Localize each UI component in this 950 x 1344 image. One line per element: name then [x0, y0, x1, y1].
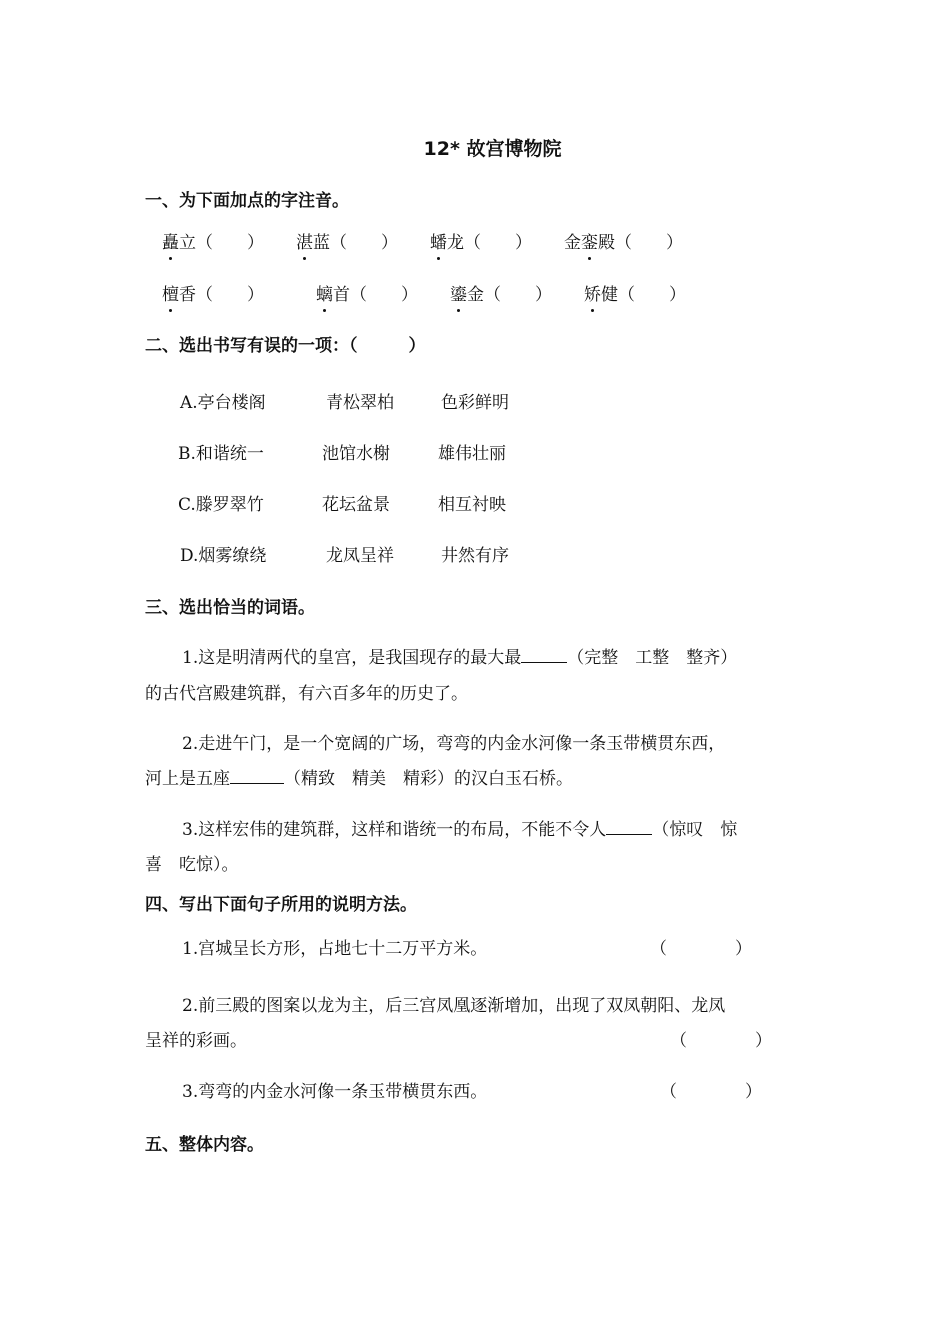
- answer-blank[interactable]: [606, 820, 652, 835]
- answer-parentheses[interactable]: （ ）: [650, 939, 752, 959]
- answer-parentheses[interactable]: （ ）: [670, 1031, 772, 1051]
- question-text: 3.这样宏伟的建筑群，这样和谐统一的布局，不能不令人: [182, 820, 607, 840]
- pinyin-item: [162, 228, 264, 253]
- pinyin-item: [296, 228, 398, 253]
- pinyin-item: [162, 280, 264, 305]
- answer-blank[interactable]: [521, 648, 567, 663]
- word-choices: （完整 工整 整齐）: [567, 648, 738, 668]
- dotted-char: 銮: [581, 228, 598, 253]
- option-b-word-2: 池馆水榭: [322, 444, 390, 464]
- option-a-word-2: 青松翠柏: [326, 393, 394, 413]
- pinyin-item: [316, 280, 418, 305]
- pinyin-item-rest: 首（ ）: [333, 285, 418, 305]
- pinyin-item-rest: 立（ ）: [179, 233, 264, 253]
- word-question-1-line-2: 的古代宫殿建筑群，有六百多年的历史了。: [145, 684, 468, 704]
- word-question-3-line-2: 喜 吃惊）。: [145, 855, 239, 875]
- dotted-char: 鎏: [450, 280, 467, 305]
- section-3-heading: 三、选出恰当的词语。: [145, 598, 315, 618]
- pinyin-item-rest: 金（ ）: [467, 285, 552, 305]
- pinyin-item-rest: 龙（ ）: [447, 233, 532, 253]
- word-choices: （惊叹 惊: [652, 820, 738, 840]
- pinyin-item: [450, 280, 552, 305]
- option-d-word-1: D.烟雾缭绕: [180, 546, 267, 566]
- dotted-char: 矫: [584, 280, 601, 305]
- method-question-2-line-1: 2.前三殿的图案以龙为主，后三宫凤凰逐渐增加，出现了双凤朝阳、龙凤: [182, 996, 726, 1016]
- section-5-heading: 五、整体内容。: [145, 1135, 264, 1155]
- answer-blank[interactable]: [230, 769, 284, 784]
- section-4-heading: 四、写出下面句子所用的说明方法。: [145, 895, 417, 915]
- option-b-word-1: B.和谐统一: [178, 444, 264, 464]
- section-1-heading: 一、为下面加点的字注音。: [145, 191, 349, 211]
- option-b-word-3: 雄伟壮丽: [438, 444, 506, 464]
- pinyin-item-rest: 蓝（ ）: [313, 233, 398, 253]
- pinyin-item: [564, 228, 683, 253]
- page-title: 12* 故宫博物院: [423, 138, 562, 160]
- option-a-word-1: A.亭台楼阁: [180, 393, 266, 413]
- pinyin-item: [430, 228, 532, 253]
- method-question-3: 3.弯弯的内金水河像一条玉带横贯东西。: [182, 1082, 488, 1102]
- word-question-3-line-1: [182, 815, 737, 840]
- option-d-word-3: 井然有序: [441, 546, 509, 566]
- dotted-char: 矗: [162, 228, 179, 253]
- option-c-word-3: 相互衬映: [438, 495, 506, 515]
- word-question-1-line-1: [182, 643, 737, 668]
- word-question-2-line-2: [145, 764, 573, 789]
- dotted-char: 檀: [162, 280, 179, 305]
- method-question-2-line-2: 呈祥的彩画。: [145, 1031, 247, 1051]
- option-c-word-2: 花坛盆景: [322, 495, 390, 515]
- dotted-char: 螭: [316, 280, 333, 305]
- section-2-heading: 二、选出书写有误的一项：（ ）: [145, 336, 426, 356]
- question-text: 河上是五座: [145, 769, 230, 789]
- option-a-word-3: 色彩鲜明: [441, 393, 509, 413]
- word-choices: （精致 精美 精彩）的汉白玉石桥。: [284, 769, 573, 789]
- option-c-word-1: C.滕罗翠竹: [178, 495, 264, 515]
- pinyin-item-prefix: 金: [564, 233, 581, 253]
- method-question-1: 1.宫城呈长方形，占地七十二万平方米。: [182, 939, 488, 959]
- pinyin-item-rest: 殿（ ）: [598, 233, 683, 253]
- dotted-char: 湛: [296, 228, 313, 253]
- pinyin-item: [584, 280, 686, 305]
- option-d-word-2: 龙凤呈祥: [326, 546, 394, 566]
- word-question-2-line-1: 2.走进午门，是一个宽阔的广场，弯弯的内金水河像一条玉带横贯东西，: [182, 734, 726, 754]
- question-text: 1.这是明清两代的皇宫，是我国现存的最大最: [182, 648, 522, 668]
- answer-parentheses[interactable]: （ ）: [660, 1082, 762, 1102]
- dotted-char: 蟠: [430, 228, 447, 253]
- pinyin-item-rest: 香（ ）: [179, 285, 264, 305]
- pinyin-item-rest: 健（ ）: [601, 285, 686, 305]
